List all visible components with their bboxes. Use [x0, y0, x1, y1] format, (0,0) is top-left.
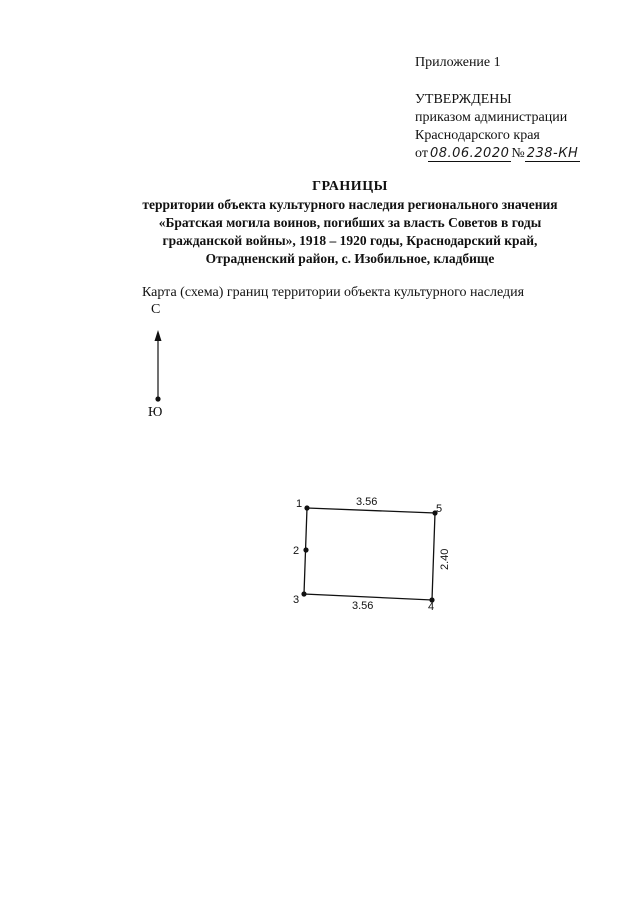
dimension-right: 2.40 — [439, 548, 451, 570]
title-line-1: территории объекта культурного наследия регионального значения — [142, 197, 558, 212]
vertex-label-4: 4 — [428, 601, 435, 613]
number-sign: № — [511, 146, 525, 161]
dimension-top: 3.56 — [356, 496, 378, 508]
vertex-label-5: 5 — [436, 503, 443, 515]
vertex-2 — [303, 547, 308, 552]
compass-south-label: Ю — [148, 405, 163, 420]
title-line-2: «Братская могила воинов, погибших за власть Советов в годы — [158, 215, 542, 230]
approval-line-3: Краснодарского края — [415, 128, 540, 143]
compass-north-label: С — [151, 302, 161, 317]
title-line-4: Отрадненский район, с. Изобильное, кладбище — [205, 251, 495, 266]
map-caption: Карта (схема) границ территории объекта культурного наследия — [142, 285, 525, 300]
date-prefix: от — [415, 146, 428, 161]
title-line-3: гражданской войны», 1918 – 1920 годы, Краснодарский край, — [162, 233, 538, 248]
vertex-label-3: 3 — [293, 594, 300, 606]
handwritten-number: 238-КН — [526, 146, 579, 161]
title-main: ГРАНИЦЫ — [312, 179, 388, 194]
dimension-bottom: 3.56 — [352, 600, 374, 612]
vertex-label-1: 1 — [296, 498, 303, 510]
vertex-label-2: 2 — [293, 545, 300, 557]
approval-line-2: приказом администрации — [415, 110, 568, 125]
vertex-3 — [301, 591, 306, 596]
appendix-label: Приложение 1 — [415, 55, 501, 70]
compass-arrow-icon — [155, 330, 162, 402]
handwritten-date: 08.06.2020 — [429, 146, 510, 161]
vertex-1 — [304, 505, 309, 510]
boundary-polygon — [304, 508, 435, 600]
approval-heading: УТВЕРЖДЕНЫ — [415, 92, 512, 107]
